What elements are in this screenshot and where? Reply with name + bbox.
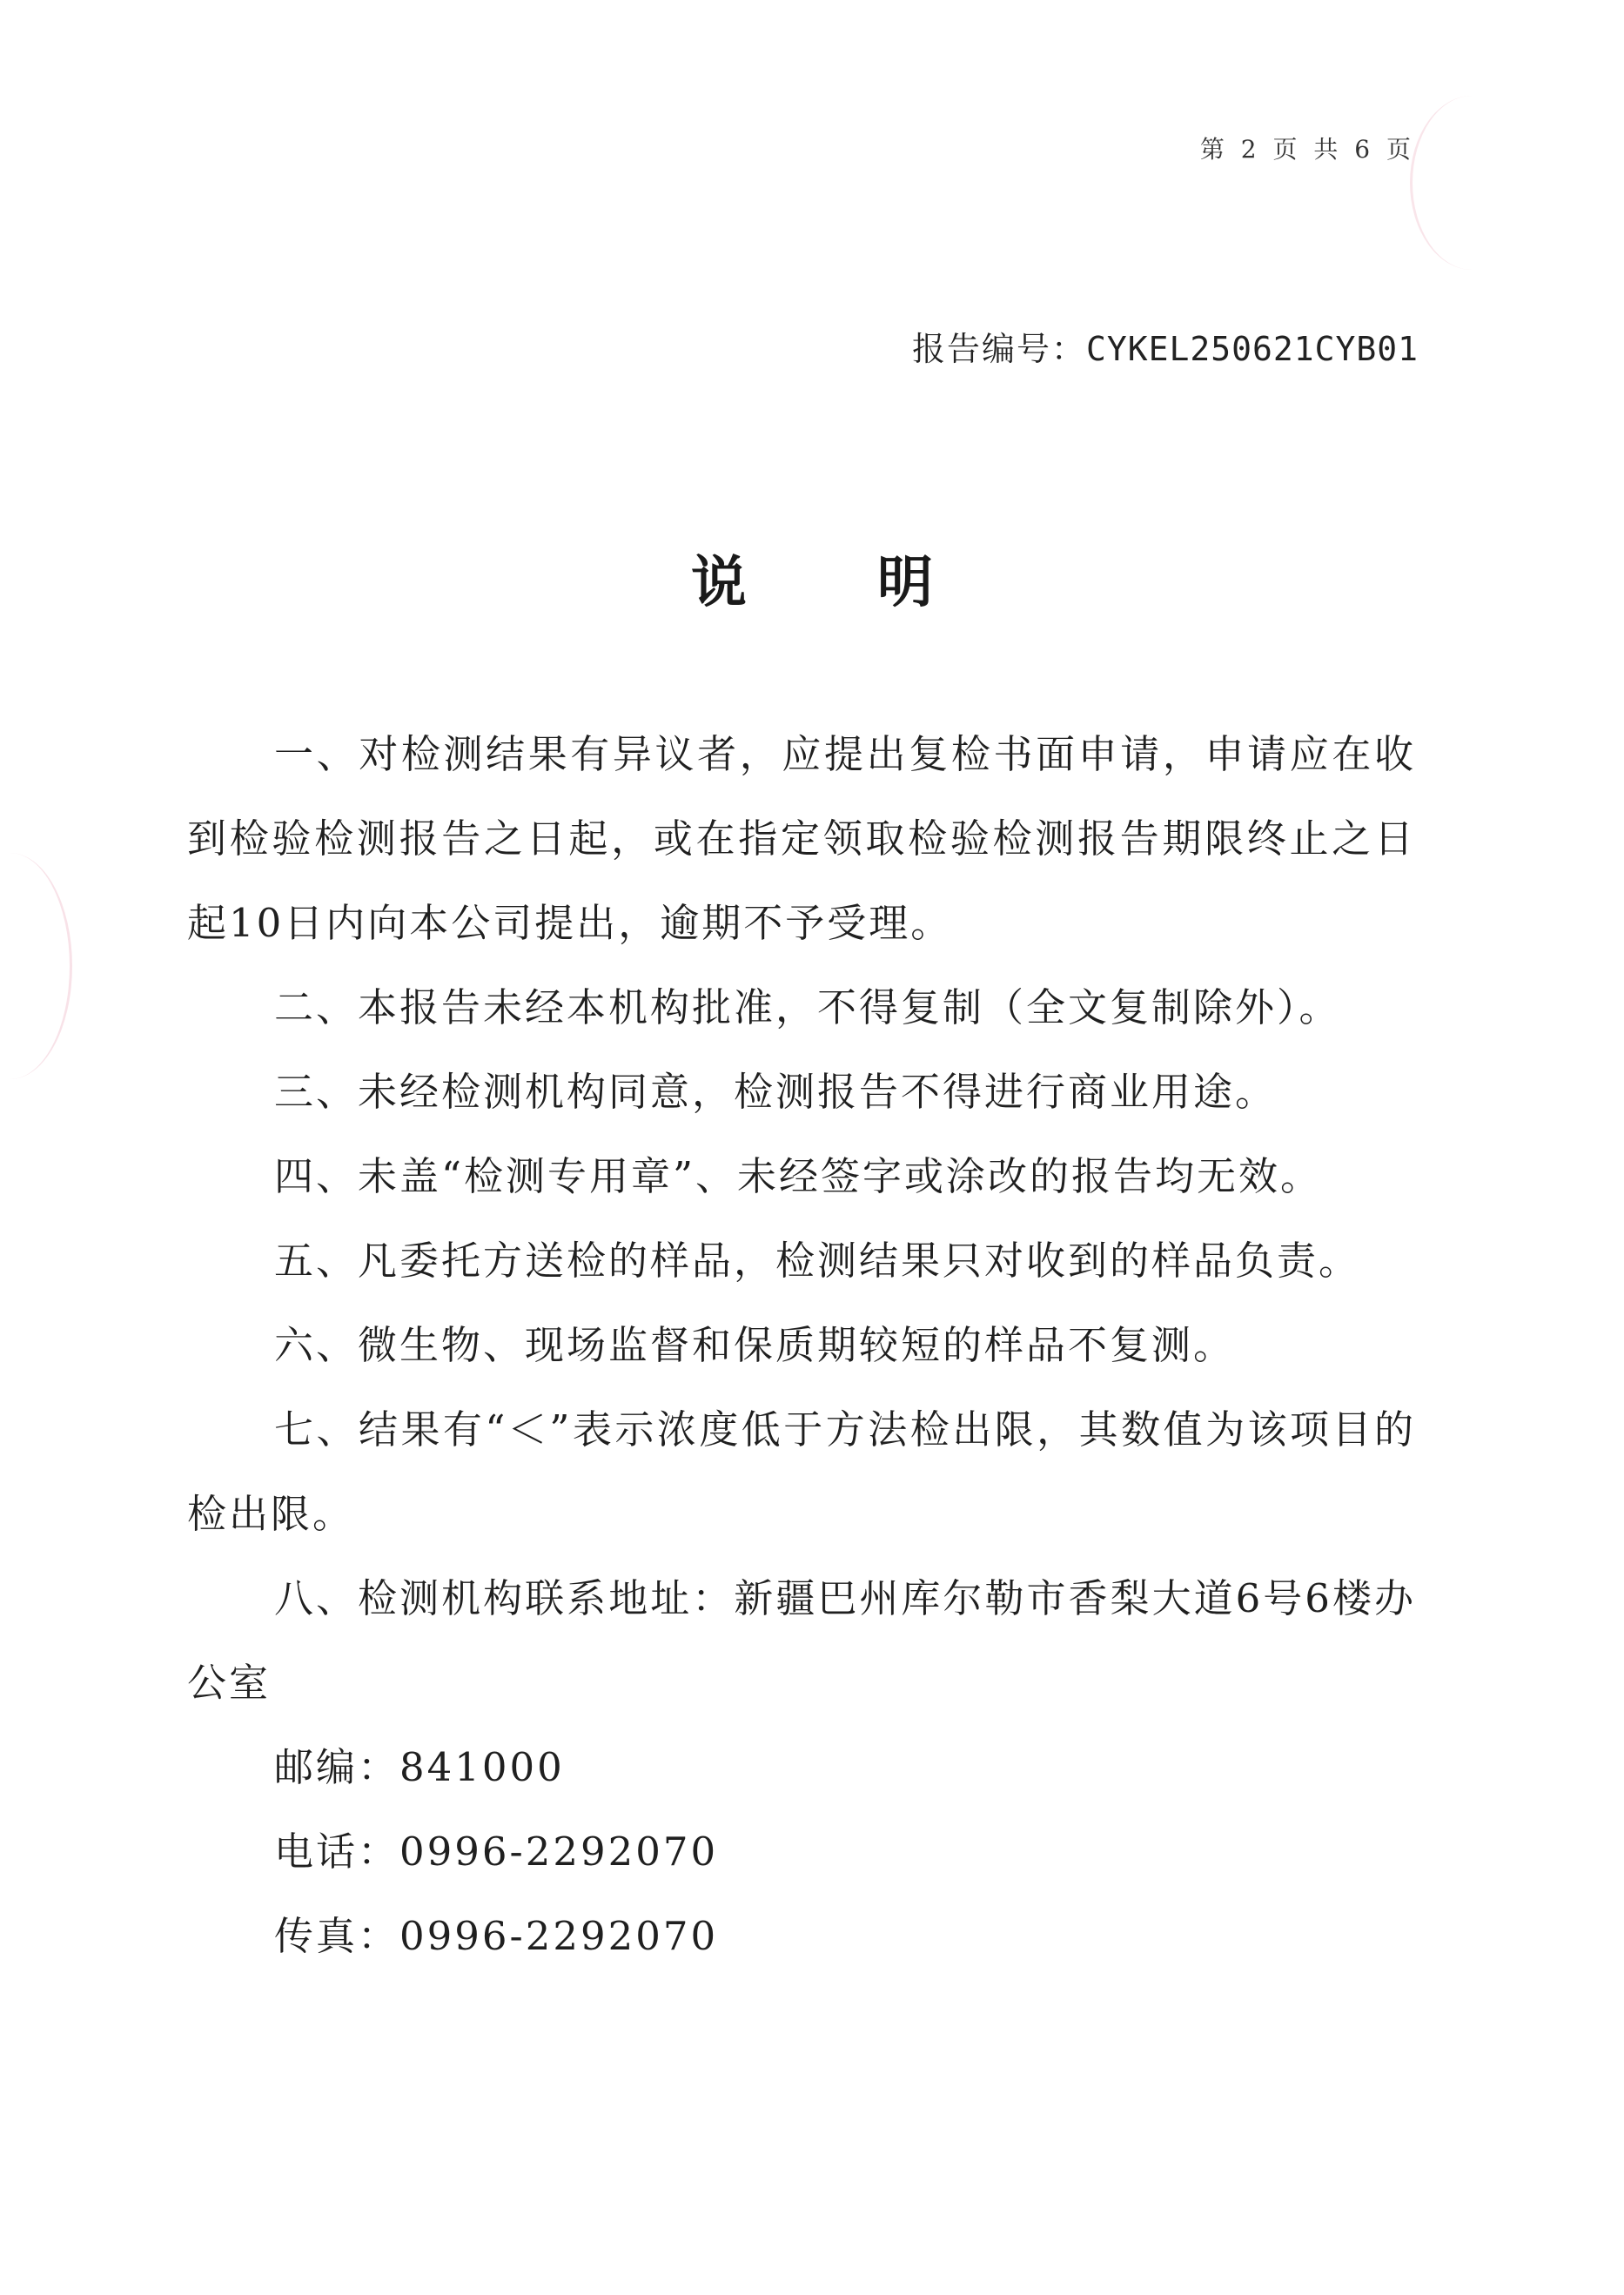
clause-6: 六、微生物、现场监督和保质期较短的样品不复测。 — [274, 1322, 1236, 1368]
page-number: 第 2 页 共 6 页 — [1199, 135, 1415, 164]
clause-1: 一、对检测结果有异议者，应提出复检书面申请，申请应在收到检验检测报告之日起，或在指定领取检验检测报告期限终止之日起10日内向本公司提出，逾期不予受理。 — [187, 731, 1416, 946]
instructions-body — [187, 712, 1416, 1978]
seal-bleed-mark — [1410, 96, 1534, 270]
page-title: 说明 — [691, 550, 1064, 615]
report-number — [912, 322, 1419, 370]
contact-fax: 传真：0996-2292070 — [274, 1913, 719, 1959]
contact-postcode: 邮编：841000 — [274, 1744, 565, 1790]
clause-2: 二、本报告未经本机构批准，不得复制（全文复制除外）。 — [274, 984, 1341, 1030]
clause-7: 七、结果有“＜”表示浓度低于方法检出限，其数值为该项目的检出限。 — [187, 1406, 1416, 1537]
seal-bleed-mark — [0, 853, 72, 1079]
contact-phone: 电话：0996-2292070 — [274, 1829, 719, 1875]
clause-5: 五、凡委托方送检的样品，检测结果只对收到的样品负责。 — [274, 1238, 1361, 1284]
clause-4: 四、未盖“检测专用章”、未经签字或涂改的报告均无效。 — [274, 1153, 1323, 1199]
report-number-label: 报告编号： — [911, 330, 1086, 368]
report-number-value: CYKEL250621CYB01 — [1085, 330, 1419, 368]
clause-8: 八、检测机构联系地址：新疆巴州库尔勒市香梨大道6号6楼办公室 — [187, 1575, 1416, 1706]
clause-3: 三、未经检测机构同意，检测报告不得进行商业用途。 — [274, 1069, 1278, 1115]
